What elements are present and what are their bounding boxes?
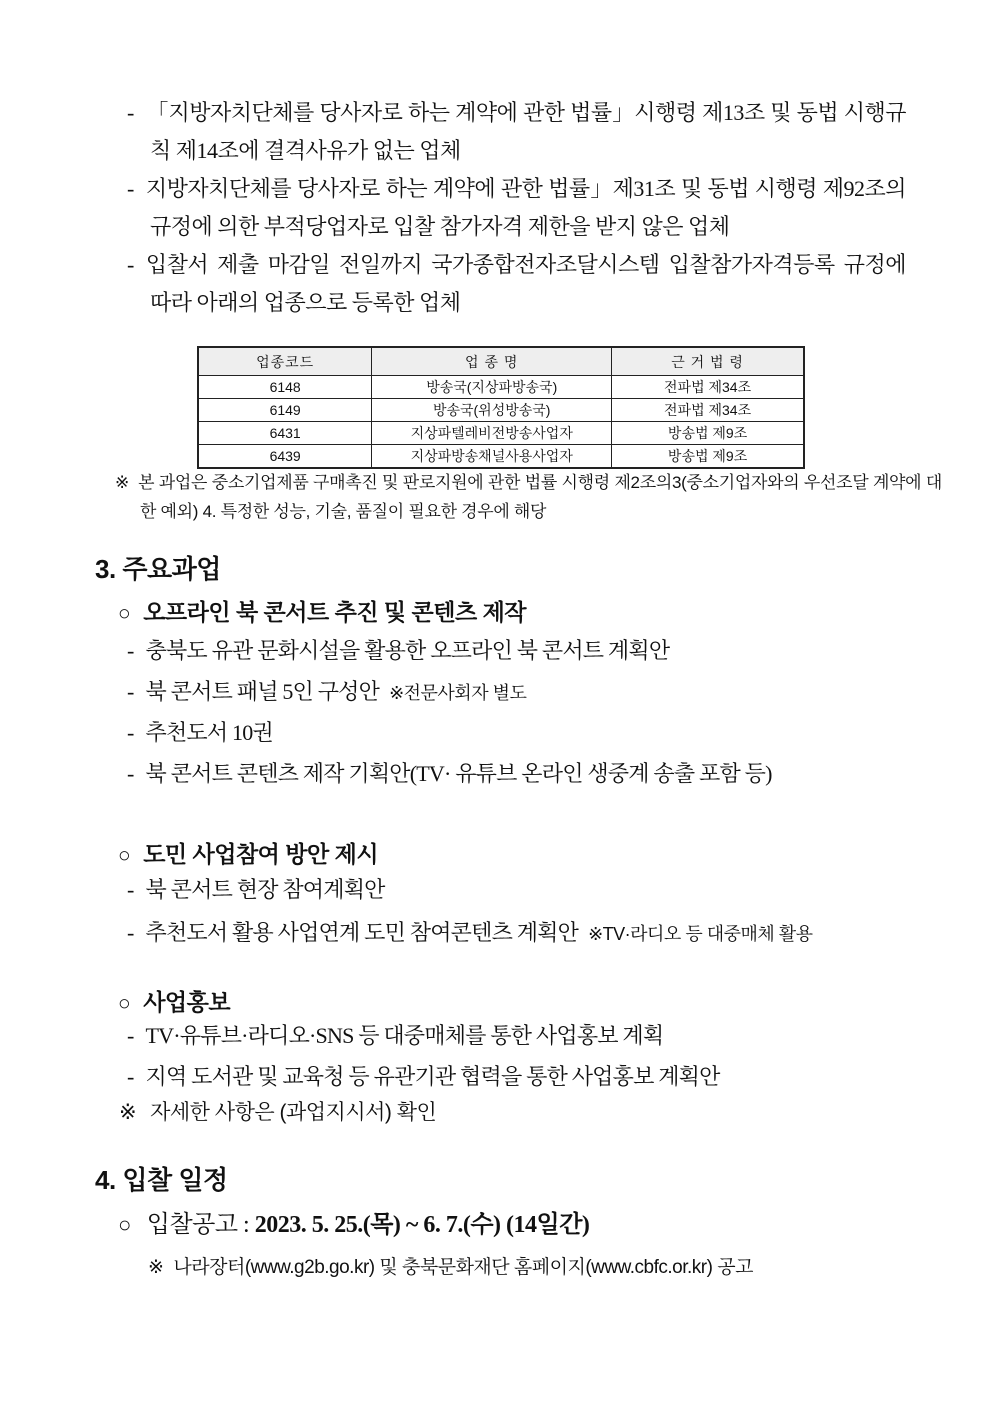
eligibility-item-text: 지방자치단체를 당사자로 하는 계약에 관한 법률」제31조 및 동법 시행령 제92조의 규정에 의한 부적당업자로 입찰 참가자격 제한을 받지 않은 업체 — [145, 176, 906, 239]
table-cell-name: 방송국(위성방송국) — [372, 399, 612, 422]
bid-announcement-period: 2023. 5. 25.(목) ~ 6. 7.(수) (14일간) — [254, 1212, 590, 1238]
table-cell-code: 6148 — [198, 376, 372, 399]
eligibility-item — [127, 94, 906, 170]
dash-marker: - — [127, 920, 134, 945]
task-item-list — [127, 869, 813, 955]
table-header-cell: 업종코드 — [198, 347, 372, 376]
task-item — [127, 631, 782, 672]
bid-announcement-label: 입찰공고 : — [146, 1212, 255, 1238]
dash-marker: - — [127, 1064, 134, 1089]
task-item-list — [127, 1016, 730, 1098]
table-cell-code: 6439 — [198, 445, 372, 469]
table-cell-code: 6431 — [198, 422, 372, 445]
table-cell-law: 방송법 제9조 — [612, 445, 804, 469]
table-cell-name: 지상파방송채널사용사업자 — [372, 445, 612, 469]
circle-marker: ○ — [118, 844, 131, 867]
bid-announcement-note-text: 나라장터(www.g2b.go.kr) 및 충북문화재단 홈페이지(www.cbfc.or.kr) 공고 — [173, 1257, 753, 1278]
subsection-heading — [118, 594, 526, 627]
task-item-text: 추천도서 10권 — [145, 720, 273, 745]
eligibility-item — [127, 246, 906, 322]
table-row — [198, 399, 804, 422]
task-item-note: ※전문사회자 별도 — [389, 683, 527, 703]
dash-marker: - — [127, 1023, 134, 1048]
dash-marker: - — [127, 679, 134, 704]
eligibility-item-text: 입찰서 제출 마감일 전일까지 국가종합전자조달시스템 입찰참가자격등록 규정에 따라 아래의 업종으로 등록한 업체 — [145, 252, 906, 315]
task-item — [127, 713, 782, 754]
section3-footnote — [119, 1096, 436, 1126]
task-item-text: TV·유튜브·라디오·SNS 등 대중매체를 통한 사업홍보 계획 — [145, 1023, 664, 1048]
table-cell-code: 6149 — [198, 399, 372, 422]
task-item-text: 지역 도서관 및 교육청 등 유관기관 협력을 통한 사업홍보 계획안 — [145, 1064, 720, 1089]
table-header-cell: 업 종 명 — [372, 347, 612, 376]
table-row — [198, 422, 804, 445]
table-footnote — [115, 468, 942, 526]
task-item — [127, 672, 782, 713]
dash-marker: - — [127, 100, 134, 125]
subsection-heading — [118, 836, 378, 869]
table-row — [198, 445, 804, 469]
task-item-text: 북 콘서트 현장 참여계획안 — [145, 877, 385, 902]
subsection-heading-text: 오프라인 북 콘서트 추진 및 콘텐츠 제작 — [143, 599, 527, 625]
section-title-main-tasks: 3. 주요과업 — [95, 554, 221, 584]
subsection-heading-text: 도민 사업참여 방안 제시 — [143, 841, 379, 867]
section3-footnote-text: 자세한 사항은 (과업지시서) 확인 — [150, 1101, 437, 1124]
industry-code-table — [197, 346, 805, 469]
task-item-text: 북 콘서트 콘텐츠 제작 기획안(TV· 유튜브 온라인 생중계 송출 포함 등) — [145, 761, 772, 786]
table-cell-name: 지상파텔레비전방송사업자 — [372, 422, 612, 445]
table-cell-law: 전파법 제34조 — [612, 376, 804, 399]
circle-marker: ○ — [118, 992, 131, 1015]
task-item — [127, 1016, 730, 1057]
task-item-note: ※TV·라디오 등 대중매체 활용 — [588, 924, 813, 944]
reference-marker: ※ — [119, 1101, 137, 1124]
table-footnote-text: 본 과업은 중소기업제품 구매촉진 및 판로지원에 관한 법률 시행령 제2조의3(중소기업자와의 우선조달 계약에 대한 예외) 4. 특정한 성능, 기술, 품질이 필요한 경우에 해당 — [138, 473, 942, 521]
dash-marker: - — [127, 252, 134, 277]
table-header-cell: 근 거 법 령 — [612, 347, 804, 376]
task-item-text: 북 콘서트 패널 5인 구성안 — [145, 679, 380, 704]
table-row — [198, 376, 804, 399]
eligibility-list — [127, 94, 906, 322]
table-header-row — [198, 347, 804, 376]
dash-marker: - — [127, 720, 134, 745]
circle-marker: ○ — [118, 1212, 131, 1237]
eligibility-item — [127, 170, 906, 246]
table-cell-name: 방송국(지상파방송국) — [372, 376, 612, 399]
dash-marker: - — [127, 877, 134, 902]
section-title-bid-schedule: 4. 입찰 일정 — [95, 1165, 228, 1195]
task-item-list — [127, 631, 782, 795]
reference-marker: ※ — [115, 473, 130, 492]
task-item — [127, 912, 813, 955]
eligibility-item-text: 「지방자치단체를 당사자로 하는 계약에 관한 법률」시행령 제13조 및 동법 시행규칙 제14조에 결격사유가 없는 업체 — [145, 100, 906, 163]
task-item — [127, 754, 782, 795]
task-item — [127, 869, 813, 912]
bid-announcement-note — [148, 1252, 753, 1279]
reference-marker: ※ — [148, 1257, 164, 1278]
dash-marker: - — [127, 761, 134, 786]
task-item-text: 추천도서 활용 사업연계 도민 참여콘텐츠 계획안 — [145, 920, 579, 945]
table-cell-law: 전파법 제34조 — [612, 399, 804, 422]
subsection-heading — [118, 984, 230, 1017]
bid-announcement-line — [118, 1204, 589, 1239]
table-cell-law: 방송법 제9조 — [612, 422, 804, 445]
task-item — [127, 1057, 730, 1098]
circle-marker: ○ — [118, 602, 131, 625]
dash-marker: - — [127, 638, 134, 663]
task-item-text: 충북도 유관 문화시설을 활용한 오프라인 북 콘서트 계획안 — [145, 638, 670, 663]
dash-marker: - — [127, 176, 134, 201]
subsection-heading-text: 사업홍보 — [143, 989, 231, 1015]
